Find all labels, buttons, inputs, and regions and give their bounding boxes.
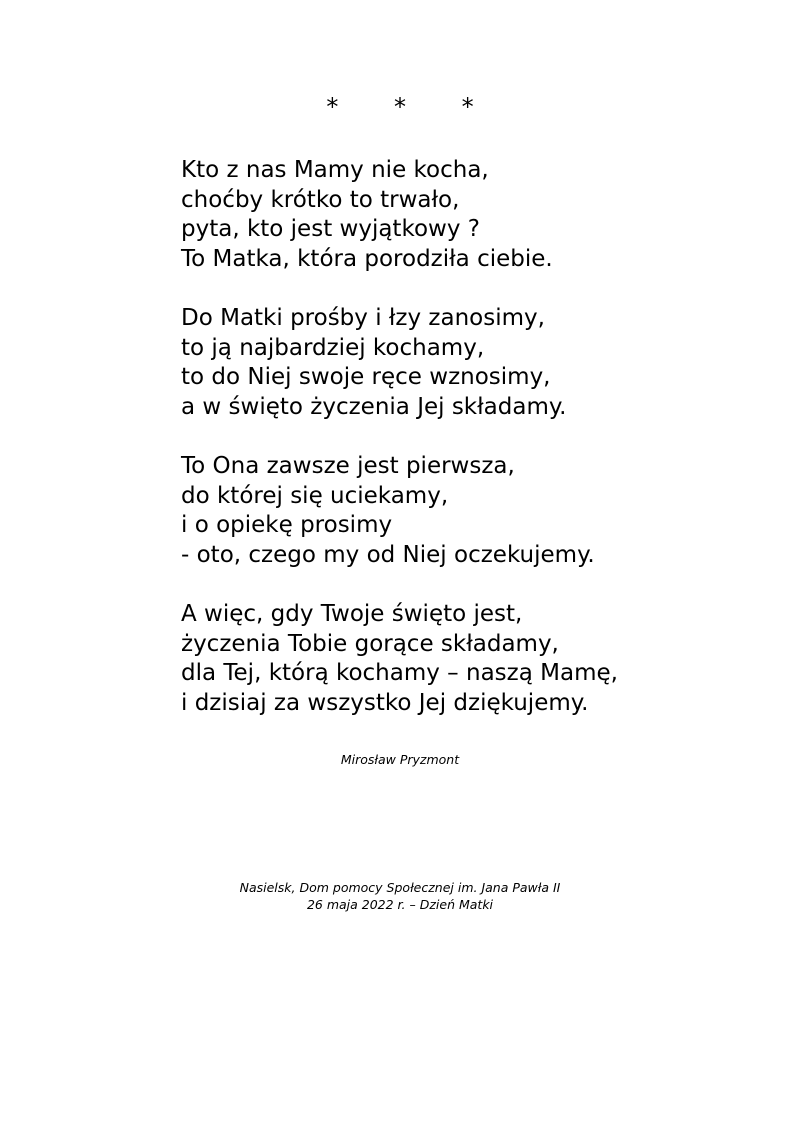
poem-line: choćby krótko to trwało, xyxy=(181,186,460,213)
poem-line: Kto z nas Mamy nie kocha, xyxy=(181,157,489,183)
poem-body xyxy=(181,156,781,748)
poem-stanza xyxy=(181,600,781,718)
author-signature: Mirosław Pryzmont xyxy=(340,752,460,767)
poem-line: dla Tej, którą kochamy – naszą Mamę, xyxy=(181,660,618,686)
poem-line: a w święto życzenia Jej składamy. xyxy=(181,393,567,420)
footer-place: Nasielsk, Dom pomocy Społecznej im. Jana Pawła II xyxy=(239,880,561,895)
poem-stanza xyxy=(181,304,781,422)
poem-line: to do Niej swoje ręce wznosimy, xyxy=(181,364,551,390)
poem-stanza xyxy=(181,452,781,570)
poem-line: Do Matki prośby i łzy zanosimy, xyxy=(181,305,545,331)
poem-line: i dzisiaj za wszystko Jej dziękujemy. xyxy=(181,689,589,716)
poem-line: To Matka, która porodziła ciebie. xyxy=(181,245,553,272)
poem-line: To Ona zawsze jest pierwsza, xyxy=(181,453,515,479)
poem-line: i o opiekę prosimy xyxy=(181,512,393,538)
poem-line: życzenia Tobie gorące składamy, xyxy=(181,630,559,657)
poem-stanza xyxy=(181,156,781,274)
footer-date: 26 maja 2022 r. – Dzień Matki xyxy=(306,897,494,912)
poem-line: pyta, kto jest wyjątkowy ? xyxy=(181,216,480,242)
poem-line: - oto, czego my od Niej oczekujemy. xyxy=(181,541,595,568)
poem-line: A więc, gdy Twoje święto jest, xyxy=(181,601,523,627)
poem-line: to ją najbardziej kochamy, xyxy=(181,334,485,361)
poem-line: do której się uciekamy, xyxy=(181,482,449,509)
footer-note xyxy=(0,879,800,913)
stanza-separator: * * * xyxy=(326,93,498,121)
